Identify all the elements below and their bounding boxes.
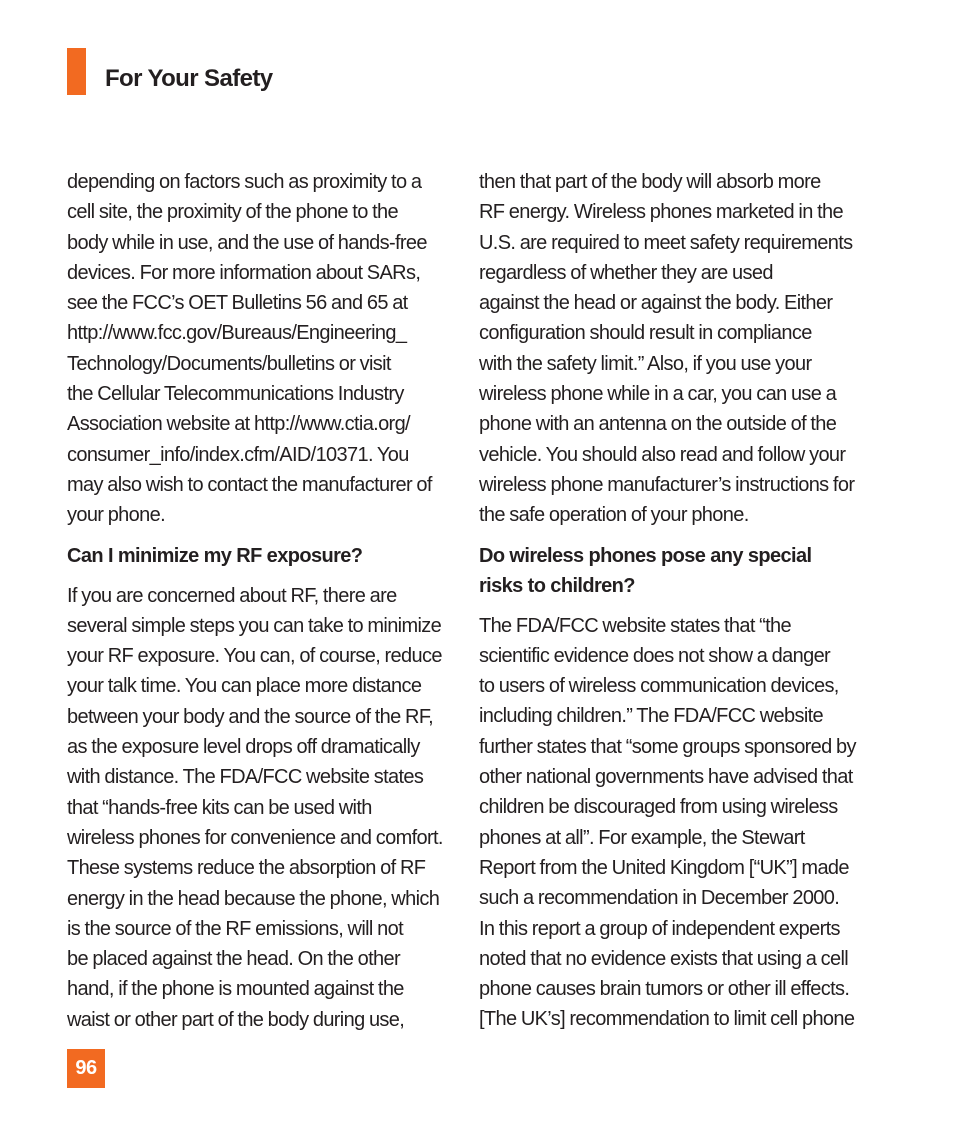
text-line: phone with an antenna on the outside of the xyxy=(479,413,837,436)
text-line: The FDA/FCC website states that “the xyxy=(479,614,792,637)
text-line: with distance. The FDA/FCC website states xyxy=(67,766,424,789)
text-line: phone causes brain tumors or other ill effects. xyxy=(479,978,850,1001)
heading-line: risks to children? xyxy=(479,574,635,597)
right-column xyxy=(479,167,859,1035)
text-line: body while in use, and the use of hands-free xyxy=(67,231,427,254)
left-column xyxy=(67,167,447,1035)
text-line: configuration should result in compliance xyxy=(479,322,812,345)
text-line: scientific evidence does not show a danger xyxy=(479,644,831,667)
text-line: waist or other part of the body during use, xyxy=(67,1008,405,1031)
text-line: your RF exposure. You can, of course, reduce xyxy=(67,645,442,668)
text-line: wireless phones for convenience and comfort. xyxy=(67,826,443,849)
rf-exposure-heading: Can I minimize my RF exposure? xyxy=(67,544,363,567)
text-line: energy in the head because the phone, which xyxy=(67,887,440,910)
text-line: In this report a group of independent experts xyxy=(479,917,840,940)
children-risk-heading xyxy=(479,541,859,601)
text-line: depending on factors such as proximity to a xyxy=(67,171,422,193)
page-number-badge: 96 xyxy=(67,1049,105,1088)
text-line: several simple steps you can take to minimize xyxy=(67,614,442,637)
text-line: further states that “some groups sponsored by xyxy=(479,735,856,758)
text-line: may also wish to contact the manufacturer of xyxy=(67,473,432,496)
text-line: Technology/Documents/bulletins or visit xyxy=(67,352,391,375)
text-line: cell site, the proximity of the phone to the xyxy=(67,201,398,224)
text-line: then that part of the body will absorb more xyxy=(479,171,821,193)
children-risk-paragraph xyxy=(479,611,859,1035)
text-line: consumer_info/index.cfm/AID/10371. You xyxy=(67,443,409,466)
text-line: vehicle. You should also read and follow your xyxy=(479,443,846,466)
text-line: If you are concerned about RF, there are xyxy=(67,584,397,607)
text-line: your talk time. You can place more distance xyxy=(67,675,422,698)
rf-exposure-paragraph xyxy=(67,581,447,1035)
sar-info-paragraph xyxy=(67,167,447,531)
text-line: [The UK’s] recommendation to limit cell phone xyxy=(479,1008,855,1031)
text-line: between your body and the source of the RF, xyxy=(67,705,434,728)
text-line: devices. For more information about SARs, xyxy=(67,261,421,284)
text-line: your phone. xyxy=(67,504,165,527)
text-line: see the FCC’s OET Bulletins 56 and 65 at xyxy=(67,292,408,315)
heading-line: Do wireless phones pose any special xyxy=(479,544,812,567)
text-line: that “hands-free kits can be used with xyxy=(67,796,372,819)
text-line: hand, if the phone is mounted against the xyxy=(67,978,404,1001)
text-line: Report from the United Kingdom [“UK”] made xyxy=(479,856,849,879)
text-line: the Cellular Telecommunications Industry xyxy=(67,383,404,406)
text-line: against the head or against the body. Either xyxy=(479,292,833,315)
text-line: to users of wireless communication devices, xyxy=(479,675,839,698)
section-title: For Your Safety xyxy=(105,65,273,92)
text-line: other national governments have advised that xyxy=(479,766,853,789)
text-line: regardless of whether they are used xyxy=(479,261,773,284)
text-line: U.S. are required to meet safety requirements xyxy=(479,231,853,254)
text-line: be placed against the head. On the other xyxy=(67,948,400,971)
section-accent-bar xyxy=(67,48,86,95)
text-line: such a recommendation in December 2000. xyxy=(479,887,840,910)
text-line: http://www.fcc.gov/Bureaus/Engineering_ xyxy=(67,322,407,345)
text-line: wireless phone while in a car, you can use a xyxy=(479,383,837,406)
text-line: children be discouraged from using wireless xyxy=(479,796,838,819)
text-line: the safe operation of your phone. xyxy=(479,504,749,527)
text-line: with the safety limit.” Also, if you use your xyxy=(479,352,812,375)
body-absorption-paragraph xyxy=(479,167,859,531)
text-line: wireless phone manufacturer’s instructions for xyxy=(479,473,855,496)
text-line: is the source of the RF emissions, will not xyxy=(67,917,403,940)
text-line: phones at all”. For example, the Stewart xyxy=(479,826,805,849)
text-line: These systems reduce the absorption of RF xyxy=(67,857,426,880)
text-line: noted that no evidence exists that using a cell xyxy=(479,947,849,970)
text-line: including children.” The FDA/FCC website xyxy=(479,705,824,728)
text-line: RF energy. Wireless phones marketed in the xyxy=(479,201,843,224)
text-line: Association website at http://www.ctia.org/ xyxy=(67,413,410,436)
text-line: as the exposure level drops off dramatically xyxy=(67,736,420,759)
